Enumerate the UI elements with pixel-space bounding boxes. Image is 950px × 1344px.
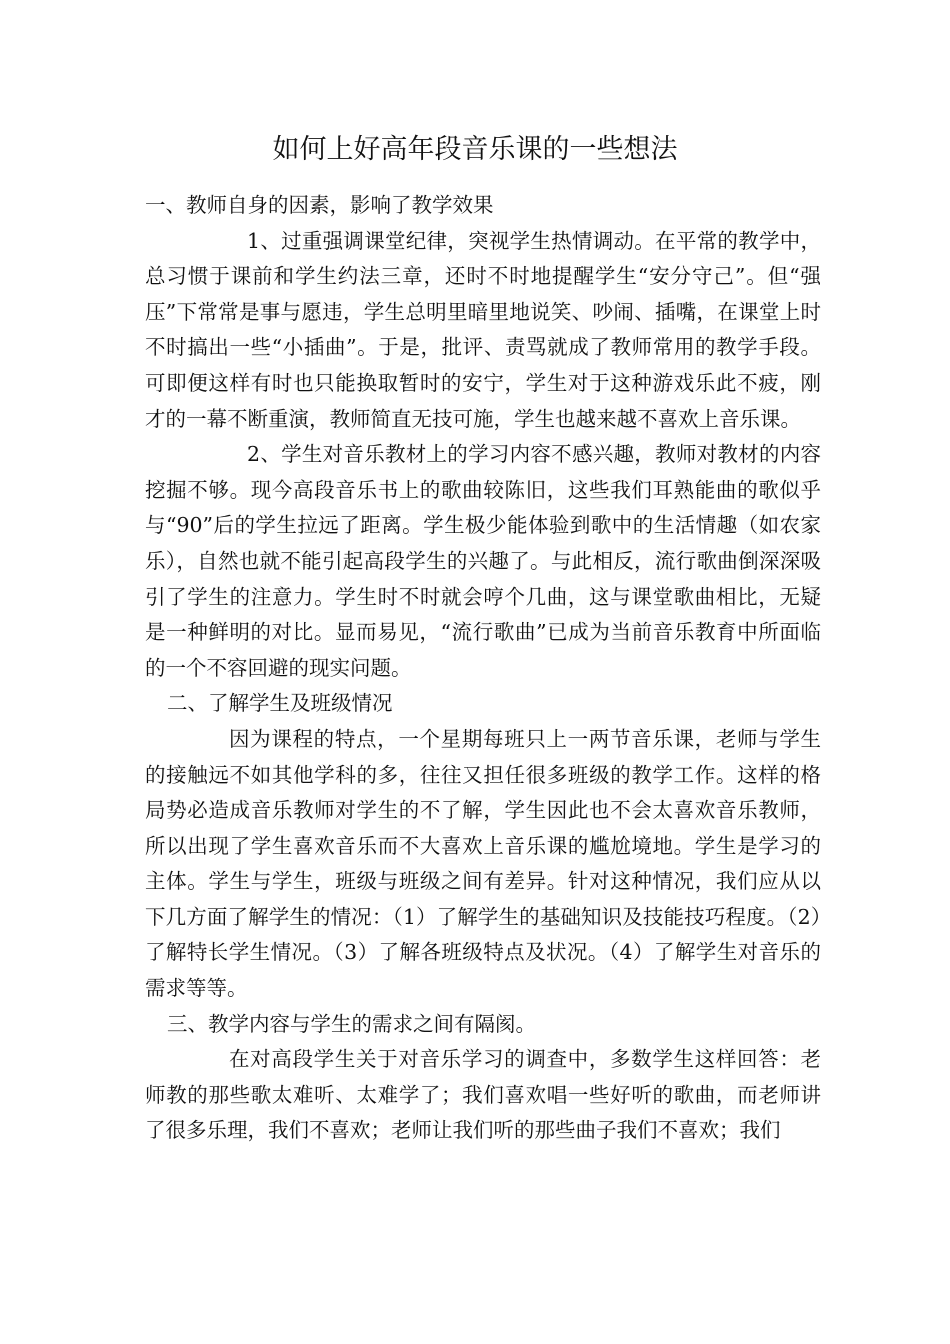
section-heading-1: 一、教师自身的因素，影响了教学效果 <box>145 193 494 217</box>
section-3-paragraph-1: 在对高段学生关于对音乐学习的调查中，多数学生这样回答：老师教的那些歌太难听、太难学了；我们喜欢唱一些好听的歌曲，而老师讲了很多乐理，我们不喜欢；老师让我们听的那些曲子我们不喜欢；我们 <box>145 1047 821 1143</box>
section-heading-2: 二、了解学生及班级情况 <box>167 691 393 716</box>
section-1-paragraph-2: 2、学生对音乐教材上的学习内容不感兴趣，教师对教材的内容挖掘不够。现今高段音乐书上的歌曲较陈旧，这些我们耳熟能曲的歌似乎与“90”后的学生拉远了距离。学生极少能体验到歌中的生活情趣（如农家乐），自然也就不能引起高段学生的兴趣了。与此相反，流行歌曲倒深深吸引了学生的注意力。学生时不时就会哼个几曲，这与课堂歌曲相比，无疑是一种鲜明的对比。显而易见，“流行歌曲”已成为当前音乐教育中所面临的一个不容回避的现实问题。 <box>145 442 821 680</box>
section-2-paragraph-1: 因为课程的特点，一个星期每班只上一两节音乐课，老师与学生的接触远不如其他学科的多，往往又担任很多班级的教学工作。这样的格局势必造成音乐教师对学生的不了解，学生因此也不会太喜欢音乐教师，所以出现了学生喜欢音乐而不大喜欢上音乐课的尴尬境地。学生是学习的主体。学生与学生，班级与班级之间有差异。针对这种情况，我们应从以下几方面了解学生的情况：（1）了解学生的基础知识及技能技巧程度。（2）了解特长学生情况。（3）了解各班级特点及状况。（4）了解学生对音乐的需求等等。 <box>145 726 821 1001</box>
section-heading-3: 三、教学内容与学生的需求之间有隔阂。 <box>167 1011 536 1036</box>
document-body <box>145 188 821 1149</box>
section-1-paragraph-1: 1、过重强调课堂纪律，突视学生热情调动。在平常的教学中，总习惯于课前和学生约法三章，还时不时地提醒学生“安分守己”。但“强压”下常常是事与愿违，学生总明里暗里地说笑、吵闹、插嘴，在课堂上时不时搞出一些“小插曲”。于是，批评、责骂就成了教师常用的教学手段。可即便这样有时也只能换取暂时的安宁，学生对于这种游戏乐此不疲，刚才的一幕不断重演，教师简直无技可施，学生也越来越不喜欢上音乐课。 <box>145 228 821 431</box>
document-title: 如何上好高年段音乐课的一些想法 <box>272 134 678 165</box>
